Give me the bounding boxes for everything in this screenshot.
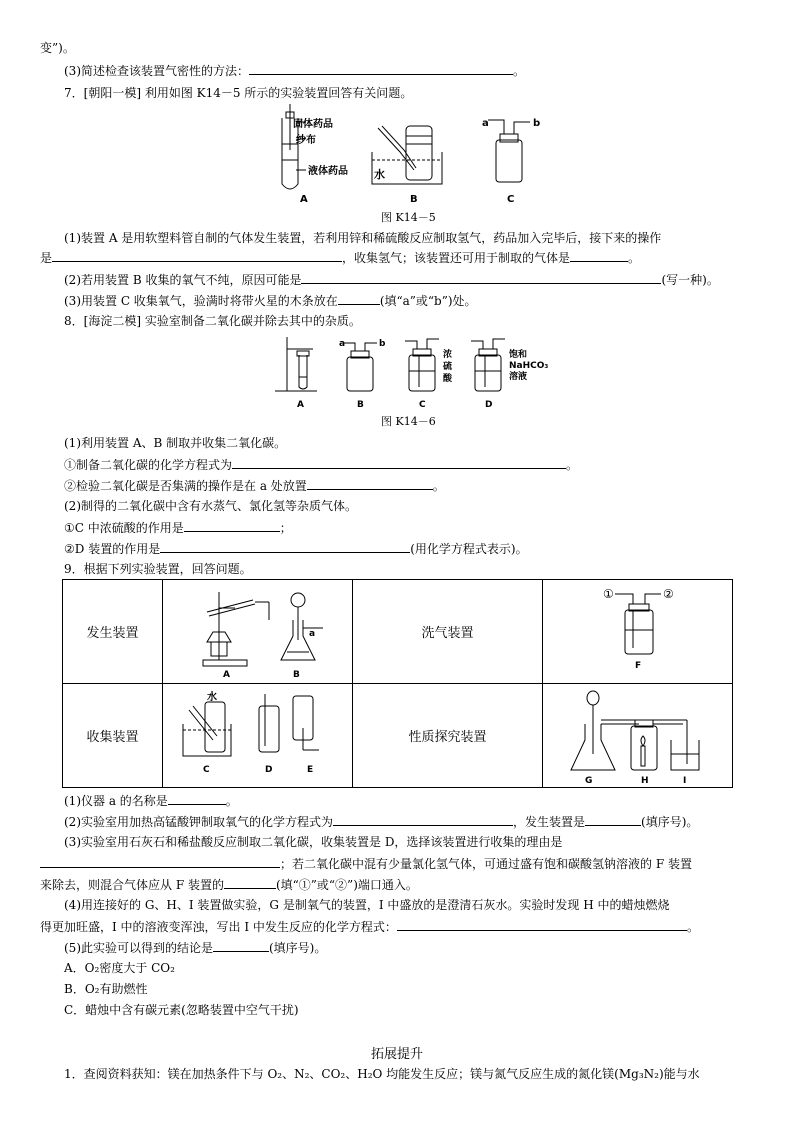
label-H: H — [641, 776, 649, 784]
q9-5 — [64, 939, 326, 956]
q9-1 — [64, 792, 238, 809]
answer-blank[interactable] — [333, 813, 513, 826]
label-saturated: 饱和 — [509, 350, 528, 360]
figure-k14-6 — [265, 333, 555, 413]
text: ；若二氧化碳中混有少量氯化氢气体，可通过盛有饱和碳酸氢钠溶液的 F 装置 — [280, 857, 692, 871]
text: ①C 中浓硫酸的作用是 — [64, 521, 184, 535]
text: 。 — [225, 794, 238, 808]
text: (填序号)。 — [641, 815, 699, 829]
label-D: D — [485, 400, 493, 410]
text: (用化学方程式表示)。 — [410, 542, 528, 556]
answer-blank[interactable] — [224, 876, 276, 889]
answer-blank[interactable] — [570, 249, 628, 262]
question-8-title: 8．[海淀二模] 实验室制备二氧化碳并除去其中的杂质。 — [64, 314, 361, 328]
label-conc: 浓 — [443, 350, 453, 360]
label-F: F — [635, 661, 642, 671]
text: (3)用装置 C 收集氧气，验满时将带火星的木条放在 — [64, 294, 338, 308]
generation-apparatus — [163, 580, 353, 684]
answer-blank[interactable] — [40, 855, 280, 868]
q9-4-cont — [40, 918, 699, 935]
figure-ghi — [543, 684, 731, 784]
text: ①制备二氧化碳的化学方程式为 — [64, 458, 233, 472]
answer-blank[interactable] — [397, 918, 687, 931]
label-acid: 酸 — [443, 374, 453, 384]
q8-1-1 — [64, 456, 578, 473]
q7-1: (1)装置 A 是用软塑料管自制的气体发生装置，若利用锌和稀硫酸反应制取氢气，药品加入完毕后，接下来的操作 — [64, 231, 662, 245]
label-b: b — [533, 118, 541, 129]
text: 。 — [686, 920, 699, 934]
label-a: a — [309, 629, 316, 639]
label-B: B — [293, 670, 300, 680]
label-D: D — [265, 765, 273, 775]
label-collection: 收集装置 — [63, 684, 163, 788]
q6-3 — [64, 62, 525, 79]
answer-blank[interactable] — [160, 540, 410, 553]
text: (填序号)。 — [269, 941, 327, 955]
extension-q1: 1．查阅资料获知：镁在加热条件下与 O₂、N₂、CO₂、H₂O 均能发生反应；镁与氮气反应生成的氮化镁(Mg₃N₂)能与水 — [64, 1067, 700, 1081]
label-C: C — [507, 194, 515, 205]
option-a: A．O₂密度大于 CO₂ — [64, 961, 175, 975]
washing-apparatus — [543, 580, 733, 684]
text: (3)简述检查该装置气密性的方法： — [64, 64, 249, 78]
question-7-title: 7．[朝阳一模] 利用如图 K14－5 所示的实验装置回答有关问题。 — [64, 86, 413, 100]
figure-cde — [163, 684, 351, 784]
q9-4: (4)用连接好的 G、H、I 装置做实验，G 是制氧气的装置，I 中盛放的是澄清石灰水。实验时发现 H 中的蜡烛燃烧 — [64, 898, 670, 912]
label-water: 水 — [207, 692, 217, 703]
label-generation: 发生装置 — [63, 580, 163, 684]
answer-blank[interactable] — [52, 249, 342, 262]
label-A: A — [297, 400, 304, 410]
q8-1-2 — [64, 477, 445, 494]
answer-blank[interactable] — [338, 292, 380, 305]
option-c: C．蜡烛中含有碳元素(忽略装置中空气干扰) — [64, 1003, 299, 1017]
text: 。 — [432, 479, 445, 493]
port-2: ② — [663, 587, 674, 601]
text: ，收集氢气；该装置还可用于制取的气体是 — [342, 251, 571, 265]
q9-3-cont — [40, 855, 692, 872]
q7-3 — [64, 292, 477, 309]
figure-caption: 图 K14－6 — [381, 415, 436, 428]
answer-blank[interactable] — [232, 456, 566, 469]
label-a: a — [339, 339, 346, 349]
text: 得更加旺盛，I 中的溶液变浑浊，写出 I 中发生反应的化学方程式： — [40, 920, 397, 934]
text: (1)仪器 a 的名称是 — [64, 794, 168, 808]
answer-blank[interactable] — [168, 792, 226, 805]
property-apparatus — [543, 684, 733, 788]
port-1: ① — [603, 587, 614, 601]
answer-blank[interactable] — [249, 62, 513, 75]
answer-blank[interactable] — [184, 519, 280, 532]
text: (写一种)。 — [661, 273, 719, 287]
q8-1: (1)利用装置 A、B 制取并收集二氧化碳。 — [64, 436, 287, 450]
answer-blank[interactable] — [307, 477, 433, 490]
q9-3: (3)实验室用石灰石和稀盐酸反应制取二氧化碳，收集装置是 D，选择该装置进行收集的理由是 — [64, 835, 563, 849]
answer-blank[interactable] — [301, 271, 661, 284]
text: ②检验二氧化碳是否集满的操作是在 a 处放置 — [64, 479, 307, 493]
text: (5)此实验可以得到的结论是 — [64, 941, 213, 955]
text: ； — [279, 521, 292, 535]
text: 。 — [628, 251, 641, 265]
q7-1-cont — [40, 249, 640, 266]
apparatus-table — [62, 579, 733, 788]
answer-blank[interactable] — [213, 939, 269, 952]
q8-2: (2)制得的二氧化碳中含有水蒸气、氯化氢等杂质气体。 — [64, 499, 358, 513]
q8-2-1 — [64, 519, 292, 536]
section-heading: 拓展提升 — [370, 1047, 423, 1062]
q9-3-end — [40, 876, 418, 893]
text: ，发生装置是 — [513, 815, 586, 829]
label-solid: 固体药品 — [293, 119, 333, 130]
text: ②D 装置的作用是 — [64, 542, 161, 556]
text: 来除去，则混合气体应从 F 装置的 — [40, 878, 224, 892]
label-property: 性质探究装置 — [353, 684, 543, 788]
label-b: b — [379, 339, 386, 349]
label-B: B — [410, 194, 418, 205]
text: 是 — [40, 251, 53, 265]
label-washing: 洗气装置 — [353, 580, 543, 684]
figure-caption: 图 K14－5 — [381, 211, 436, 224]
figure-f — [543, 580, 731, 680]
label-liquid: 液体药品 — [308, 166, 348, 177]
text-line: 变”)。 — [40, 41, 75, 55]
label-sulfuric: 硫 — [443, 362, 453, 372]
label-C: C — [203, 765, 210, 775]
label-A: A — [223, 670, 230, 680]
answer-blank[interactable] — [585, 813, 641, 826]
label-A: A — [300, 194, 308, 205]
text: (填“a”或“b”)处。 — [379, 294, 477, 308]
label-nahco3: NaHCO₃ — [509, 361, 549, 371]
label-B: B — [357, 400, 364, 410]
q8-2-2 — [64, 540, 528, 557]
label-I: I — [683, 776, 687, 784]
label-G: G — [585, 776, 593, 784]
label-C: C — [419, 400, 426, 410]
option-b: B．O₂有助燃性 — [64, 982, 148, 996]
q9-2 — [64, 813, 698, 830]
text: (2)若用装置 B 收集的氧气不纯，原因可能是 — [64, 273, 302, 287]
text: 。 — [566, 458, 579, 472]
collection-apparatus — [163, 684, 353, 788]
text: (填“①”或“②”)端口通入。 — [275, 878, 418, 892]
label-solution: 溶液 — [509, 372, 528, 382]
label-gauze: 纱布 — [296, 135, 316, 146]
figure-k14-5 — [260, 100, 550, 210]
text: 。 — [513, 64, 526, 78]
label-water: 水 — [374, 168, 385, 181]
q7-2 — [64, 271, 719, 288]
text: (2)实验室用加热高锰酸钾制取氧气的化学方程式为 — [64, 815, 333, 829]
question-9-title: 9．根据下列实验装置，回答问题。 — [64, 562, 252, 576]
label-E: E — [307, 765, 314, 775]
figure-ab — [163, 580, 351, 680]
label-a: a — [482, 118, 489, 129]
